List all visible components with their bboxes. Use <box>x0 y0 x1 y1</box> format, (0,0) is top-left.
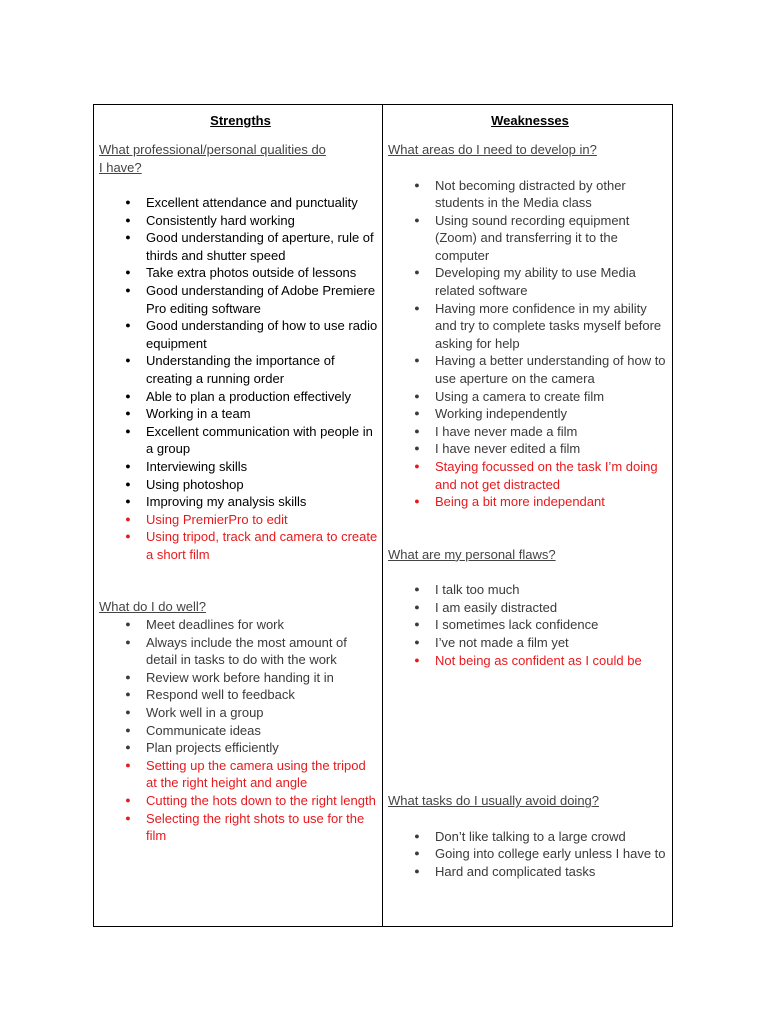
list-item <box>99 722 382 740</box>
list-item-text: Working in a team <box>146 406 251 422</box>
list-item-text: Not being as confident as I could be <box>435 652 642 668</box>
list-item <box>388 440 672 458</box>
bullet-icon: ● <box>414 267 420 278</box>
bullet-icon: ● <box>414 619 420 630</box>
list-item <box>99 212 382 230</box>
list-item <box>388 616 672 634</box>
do-well-list <box>99 616 382 845</box>
list-item <box>99 757 382 792</box>
bullet-icon: ● <box>125 531 131 542</box>
bullet-icon: ● <box>414 390 420 401</box>
list-item <box>388 828 672 846</box>
list-item-text: Using PremierPro to edit <box>146 511 288 527</box>
list-item-text: Working independently <box>435 406 568 422</box>
list-item-text: I’ve not made a film yet <box>435 635 569 651</box>
bullet-icon: ● <box>125 478 131 489</box>
list-item-text: Understanding the importance of creating a running order <box>146 353 335 386</box>
flaws-question: What are my personal flaws? <box>388 546 556 562</box>
do-well-question: What do I do well? <box>99 599 206 615</box>
bullet-icon: ● <box>125 513 131 524</box>
list-item <box>388 863 672 881</box>
list-item-text: Good understanding of how to use radio equipment <box>146 318 378 351</box>
qualities-question: What professional/personal qualities do I have? <box>99 142 326 175</box>
list-item-text: Staying focussed on the task I’m doing and not get distracted <box>435 459 658 492</box>
list-item-text: Communicate ideas <box>146 722 261 738</box>
list-item <box>99 229 382 264</box>
list-item-text: I talk too much <box>435 582 520 598</box>
flaws-list <box>388 581 672 669</box>
list-item-text: Improving my analysis skills <box>146 494 307 510</box>
bullet-icon: ● <box>414 848 420 859</box>
list-item-text: Respond well to feedback <box>146 687 295 703</box>
list-item-text: Using sound recording equipment (Zoom) and transferring it to the computer <box>435 212 630 263</box>
bullet-icon: ● <box>125 460 131 471</box>
list-item <box>388 458 672 493</box>
bullet-icon: ● <box>125 197 131 207</box>
bullet-icon: ● <box>125 636 131 647</box>
bullet-icon: ● <box>125 689 131 700</box>
bullet-icon: ● <box>125 618 131 629</box>
list-item <box>99 669 382 687</box>
list-item <box>99 810 382 845</box>
list-item-text: Work well in a group <box>146 704 264 720</box>
list-item-text: Able to plan a production effectively <box>146 388 352 404</box>
qualities-list <box>99 194 382 563</box>
list-item <box>99 686 382 704</box>
bullet-icon: ● <box>414 865 420 876</box>
swot-table <box>93 104 673 927</box>
bullet-icon: ● <box>414 302 420 313</box>
list-item-text: I am easily distracted <box>435 599 558 615</box>
list-item <box>388 405 672 423</box>
list-item-text: Using a camera to create film <box>435 388 605 404</box>
list-item-text: Good understanding of aperture, rule of thirds and shutter speed <box>146 230 374 263</box>
list-item <box>388 652 672 670</box>
list-item-text: Selecting the right shots to use for the film <box>146 810 365 844</box>
list-item <box>388 845 672 863</box>
list-item-text: Consistently hard working <box>146 212 295 228</box>
list-item-text: Developing my ability to use Media related software <box>435 265 636 299</box>
list-item <box>99 493 382 511</box>
list-item <box>99 739 382 757</box>
list-item-text: Take extra photos outside of lessons <box>146 265 357 281</box>
list-item <box>99 352 382 387</box>
list-item <box>388 388 672 406</box>
bullet-icon: ● <box>414 496 420 507</box>
list-item-text: Cutting the hots down to the right length <box>146 792 376 808</box>
list-item-text: Good understanding of Adobe Premiere Pro editing software <box>146 282 376 316</box>
list-item-text: Using photoshop <box>146 476 244 492</box>
list-item <box>388 177 672 212</box>
bullet-icon: ● <box>414 355 420 366</box>
list-item-text: Always include the most amount of detail in tasks to do with the work <box>146 634 347 668</box>
list-item-text: Plan projects efficiently <box>146 740 279 756</box>
list-item <box>99 264 382 282</box>
list-item-text: I sometimes lack confidence <box>435 617 599 633</box>
list-item-text: Setting up the camera using the tripod at the right height and angle <box>146 757 366 791</box>
list-item <box>99 388 382 406</box>
bullet-icon: ● <box>414 601 420 612</box>
list-item <box>388 599 672 617</box>
develop-list <box>388 177 672 511</box>
bullet-icon: ● <box>125 425 131 436</box>
list-item-text: Hard and complicated tasks <box>435 863 596 879</box>
list-item <box>99 405 382 423</box>
weaknesses-heading: Weaknesses <box>491 113 569 128</box>
list-item-text: Having more confidence in my ability and try to complete tasks myself before asking for help <box>435 300 662 351</box>
bullet-icon: ● <box>125 671 131 682</box>
bullet-icon: ● <box>414 408 420 419</box>
list-item-text: Interviewing skills <box>146 458 248 474</box>
weaknesses-column <box>383 105 672 926</box>
bullet-icon: ● <box>125 759 131 770</box>
bullet-icon: ● <box>414 654 420 665</box>
list-item-text: Meet deadlines for work <box>146 616 285 632</box>
bullet-icon: ● <box>125 408 131 419</box>
avoid-question: What tasks do I usually avoid doing? <box>388 793 600 809</box>
list-item <box>99 616 382 634</box>
list-item <box>388 264 672 299</box>
bullet-icon: ● <box>125 812 131 823</box>
bullet-icon: ● <box>125 390 131 401</box>
list-item-text: Not becoming distracted by other students in the Media class <box>435 177 626 211</box>
list-item <box>99 282 382 317</box>
list-item <box>99 634 382 669</box>
list-item-text: Going into college early unless I have to <box>435 846 666 862</box>
list-item-text: Being a bit more independant <box>435 494 605 510</box>
strengths-heading: Strengths <box>210 113 271 128</box>
list-item <box>99 528 382 563</box>
bullet-icon: ● <box>414 425 420 436</box>
bullet-icon: ● <box>125 267 131 278</box>
list-item <box>99 423 382 458</box>
list-item-text: Review work before handing it in <box>146 669 334 685</box>
list-item <box>388 423 672 441</box>
list-item-text: Using tripod, track and camera to create a short film <box>146 529 378 562</box>
list-item <box>99 317 382 352</box>
bullet-icon: ● <box>414 584 420 595</box>
bullet-icon: ● <box>125 496 131 507</box>
list-item <box>388 300 672 353</box>
bullet-icon: ● <box>414 461 420 471</box>
list-item <box>99 511 382 529</box>
list-item <box>388 352 672 387</box>
list-item <box>99 792 382 810</box>
bullet-icon: ● <box>125 320 131 331</box>
bullet-icon: ● <box>125 706 131 717</box>
bullet-icon: ● <box>125 355 131 366</box>
list-item-text: Excellent communication with people in a group <box>146 423 373 457</box>
bullet-icon: ● <box>414 830 420 841</box>
develop-question: What areas do I need to develop in? <box>388 142 597 157</box>
bullet-icon: ● <box>414 179 420 190</box>
list-item-text: Having a better understanding of how to use aperture on the camera <box>435 353 666 387</box>
list-item <box>388 212 672 265</box>
bullet-icon: ● <box>414 214 420 225</box>
bullet-icon: ● <box>125 794 131 805</box>
bullet-icon: ● <box>414 443 420 454</box>
list-item-text: Excellent attendance and punctuality <box>146 195 358 210</box>
bullet-icon: ● <box>125 214 131 225</box>
list-item <box>99 458 382 476</box>
bullet-icon: ● <box>125 724 131 735</box>
strengths-column <box>94 105 383 926</box>
list-item <box>388 581 672 599</box>
list-item-text: Don’t like talking to a large crowd <box>435 828 626 844</box>
bullet-icon: ● <box>125 742 131 753</box>
bullet-icon: ● <box>125 284 131 295</box>
list-item <box>388 493 672 511</box>
list-item <box>99 194 382 212</box>
bullet-icon: ● <box>125 232 131 243</box>
list-item-text: I have never made a film <box>435 423 578 439</box>
list-item-text: I have never edited a film <box>435 441 581 457</box>
bullet-icon: ● <box>414 637 420 648</box>
list-item <box>99 704 382 722</box>
list-item <box>388 634 672 652</box>
avoid-list <box>388 828 672 881</box>
list-item <box>99 476 382 494</box>
